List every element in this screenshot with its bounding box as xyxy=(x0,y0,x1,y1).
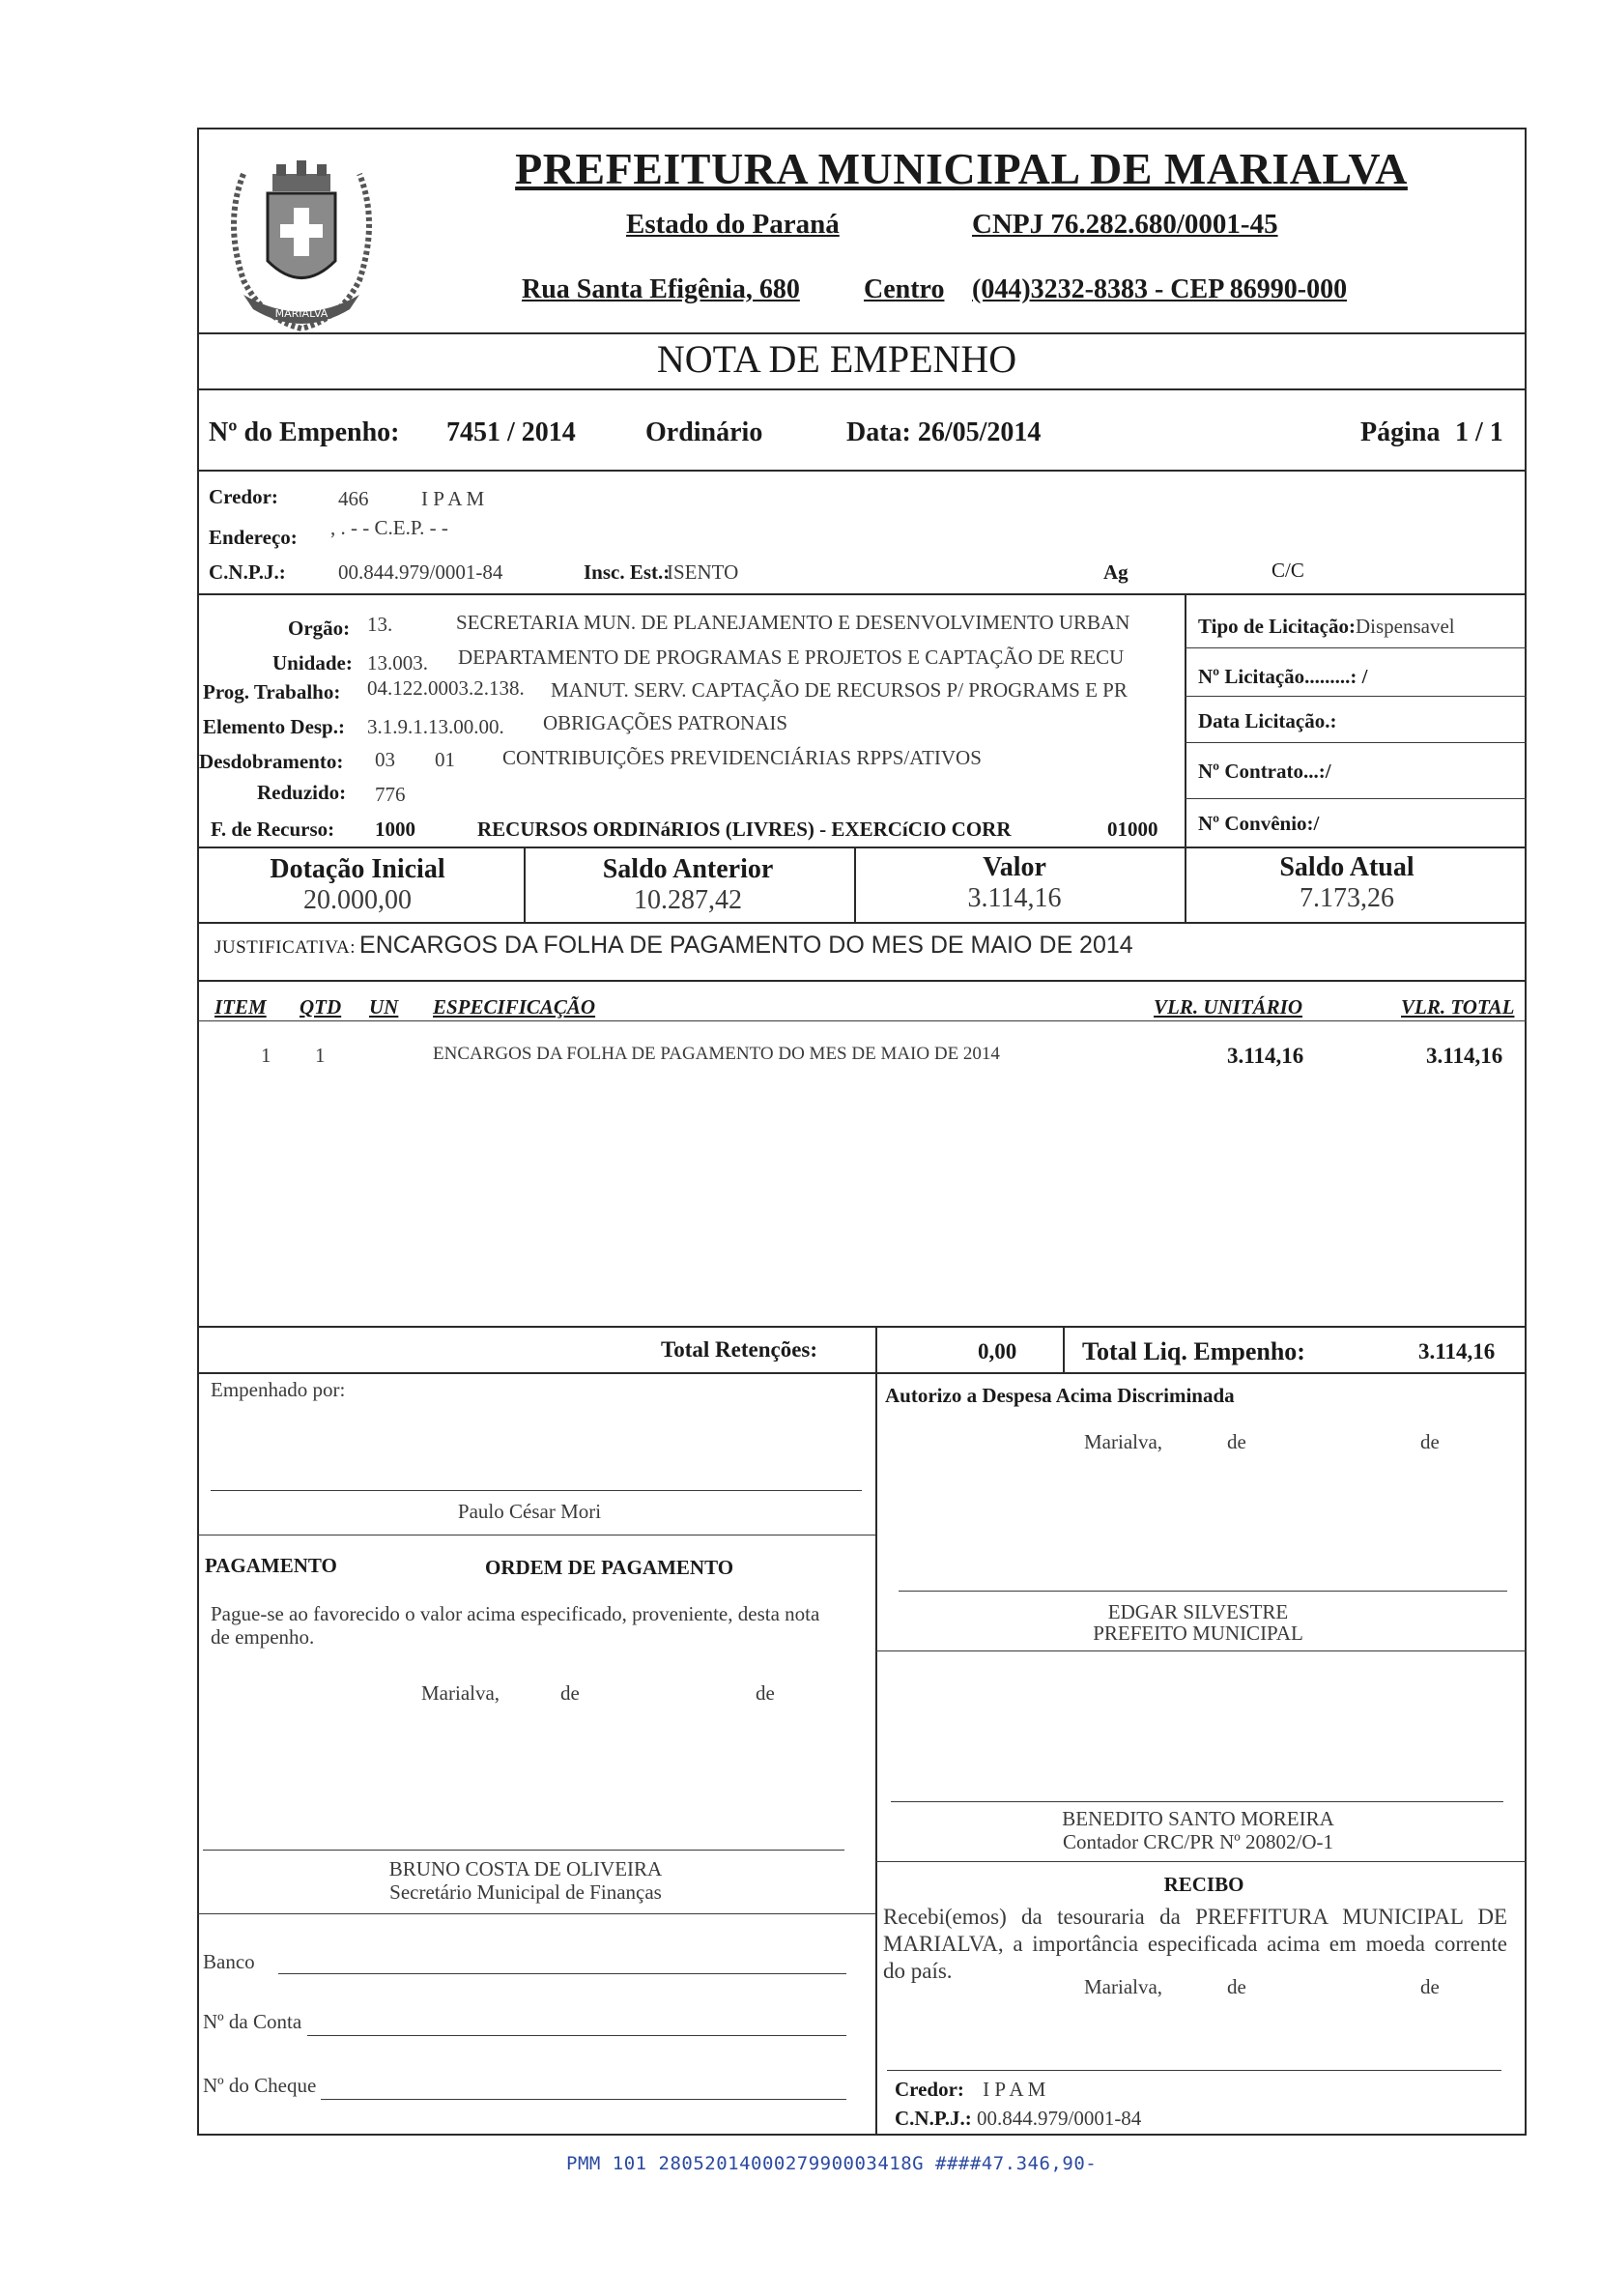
empenho-type: Ordinário xyxy=(645,417,763,447)
recurso-desc: RECURSOS ORDINáRIOS (LIVRES) - EXERCíCIO CORR xyxy=(477,818,1012,841)
prog-code: 04.122.0003.2.138. xyxy=(367,676,525,700)
col-especificacao: ESPECIFICAÇÃO xyxy=(433,995,596,1019)
district: Centro xyxy=(864,274,945,304)
recibo-de1: de xyxy=(1227,1975,1246,1998)
divider xyxy=(197,593,1527,595)
divider xyxy=(197,470,1527,472)
convenio-number: Nº Convênio:/ xyxy=(1198,812,1320,835)
signature-line xyxy=(211,1490,862,1491)
recibo-city: Marialva, xyxy=(1084,1975,1163,1998)
insc-label: Insc. Est.: xyxy=(584,560,671,584)
credor-name: I P A M xyxy=(421,487,485,510)
orgao-code: 13. xyxy=(367,613,393,636)
cheque-field-line xyxy=(321,2099,846,2100)
pagamento-de2: de xyxy=(756,1681,775,1705)
state-name: Estado do Paraná xyxy=(626,209,840,240)
signature-line xyxy=(899,1591,1507,1592)
coat-of-arms-icon xyxy=(205,135,398,340)
unidade-code: 13.003. xyxy=(367,651,428,674)
empenho-number: 7451 / 2014 xyxy=(446,417,576,447)
conta-field-line xyxy=(307,2035,846,2036)
licitacao-tipo-label: Tipo de Licitação: xyxy=(1198,615,1356,638)
col-vlr-unitario: VLR. UNITÁRIO xyxy=(1154,995,1303,1019)
col-vlr-total: VLR. TOTAL xyxy=(1401,995,1515,1019)
vertical-divider xyxy=(1063,1326,1065,1374)
valor-value: 3.114,16 xyxy=(967,883,1062,913)
unidade-desc: DEPARTAMENTO DE PROGRAMAS E PROJETOS E CAPTAÇÃO DE RECU xyxy=(458,646,1125,669)
mayor-title: PREFEITO MUNICIPAL xyxy=(1093,1622,1303,1645)
saldo-atual-value: 7.173,26 xyxy=(1300,883,1394,913)
elemento-label: Elemento Desp.: xyxy=(203,715,345,738)
signature-line xyxy=(887,2070,1501,2071)
coat-of-arms-seal xyxy=(205,135,398,340)
street-address: Rua Santa Efigênia, 680 xyxy=(522,274,800,304)
footer-stamp: PMM 101 2805201400027990003418G ####47.346,90- xyxy=(566,2153,1098,2174)
col-item: ITEM xyxy=(214,995,267,1019)
finance-secretary-title: Secretário Municipal de Finanças xyxy=(389,1880,662,1904)
phone-cep: (044)3232-8383 - CEP 86990-000 xyxy=(972,274,1348,304)
recibo-credor-label: Credor: xyxy=(895,2078,964,2101)
recibo-credor-value: I P A M xyxy=(983,2078,1046,2101)
row-unit: 3.114,16 xyxy=(1227,1044,1304,1068)
elemento-code: 3.1.9.1.13.00.00. xyxy=(367,715,504,738)
prefeitura-title: PREFEITURA MUNICIPAL DE MARIALVA xyxy=(515,144,1408,193)
col-qtd: QTD xyxy=(300,995,342,1019)
liquido-value: 3.114,16 xyxy=(1418,1339,1496,1363)
page-label: Página xyxy=(1360,417,1441,447)
cnpj-value: 00.844.979/0001-84 xyxy=(338,560,503,584)
row-total: 3.114,16 xyxy=(1426,1044,1503,1068)
divider xyxy=(875,1861,1527,1862)
conta-label: Nº da Conta xyxy=(203,2010,302,2033)
credor-code: 466 xyxy=(338,487,369,510)
mayor-name: EDGAR SILVESTRE xyxy=(1107,1600,1289,1623)
banco-label: Banco xyxy=(203,1950,255,1973)
orgao-label: Orgão: xyxy=(288,617,351,640)
col-un: UN xyxy=(369,995,399,1019)
empenhado-name: Paulo César Mori xyxy=(457,1500,602,1523)
row-item: 1 xyxy=(261,1044,271,1067)
pagamento-city: Marialva, xyxy=(421,1681,500,1705)
licitacao-date: Data Licitação.: xyxy=(1198,709,1337,732)
empenho-date: Data: 26/05/2014 xyxy=(846,417,1042,447)
licitacao-tipo xyxy=(1198,615,1455,639)
contrato-number: Nº Contrato...:/ xyxy=(1198,760,1331,783)
banco-field-line xyxy=(278,1973,846,1974)
desdob-desc: CONTRIBUIÇÕES PREVIDENCIÁRIAS RPPS/ATIVOS xyxy=(502,746,982,769)
vertical-divider xyxy=(524,847,526,924)
empenhado-label: Empenhado por: xyxy=(211,1378,346,1401)
address-value: , . - - C.E.P. - - xyxy=(330,516,448,539)
contador-title: Contador CRC/PR Nº 20802/O-1 xyxy=(1062,1830,1334,1853)
recibo-label: RECIBO xyxy=(1163,1873,1244,1896)
cheque-label: Nº do Cheque xyxy=(203,2074,317,2097)
saldo-anterior-value: 10.287,42 xyxy=(634,885,742,915)
cc-label: C/C xyxy=(1271,559,1304,582)
vertical-divider xyxy=(854,847,856,924)
retencoes-value: 0,00 xyxy=(978,1339,1017,1363)
prog-label: Prog. Trabalho: xyxy=(203,680,341,703)
recurso-code2: 01000 xyxy=(1107,818,1158,841)
divider xyxy=(875,1650,1527,1651)
vertical-divider xyxy=(1185,593,1186,848)
justificativa-label: JUSTIFICATIVA: xyxy=(214,937,357,958)
page-value: 1 / 1 xyxy=(1455,417,1503,447)
recurso-code: 1000 xyxy=(375,818,415,841)
vertical-divider xyxy=(1185,847,1186,924)
recibo-de2: de xyxy=(1420,1975,1440,1998)
credor-label: Credor: xyxy=(209,485,278,508)
dotacao-value: 20.000,00 xyxy=(303,885,412,915)
divider xyxy=(197,388,1527,390)
pagamento-label: PAGAMENTO xyxy=(205,1554,337,1577)
vertical-divider xyxy=(875,1326,877,1374)
licitacao-number: Nº Licitação.........: / xyxy=(1198,665,1368,688)
elemento-desc: OBRIGAÇÕES PATRONAIS xyxy=(543,711,788,734)
cnpj-label: C.N.P.J.: xyxy=(209,560,286,584)
divider xyxy=(197,847,1527,848)
recibo-cnpj xyxy=(895,2107,1141,2131)
justificativa xyxy=(214,932,1133,960)
cnpj-header: CNPJ 76.282.680/0001-45 xyxy=(972,209,1278,240)
desdob-code2: 01 xyxy=(435,748,455,771)
finance-secretary-name: BRUNO COSTA DE OLIVEIRA xyxy=(388,1857,663,1880)
recibo-text: Recebi(emos) da tesouraria da PREFFITURA MUNICIPAL DE MARIALVA, a importância especificada acima em moeda corrente do país. xyxy=(883,1905,1507,1983)
vertical-divider xyxy=(875,1372,877,2136)
autorizo-city: Marialva, xyxy=(1084,1430,1163,1453)
unidade-label: Unidade: xyxy=(272,651,353,674)
divider xyxy=(197,922,1527,924)
desdob-code1: 03 xyxy=(375,748,395,771)
divider xyxy=(197,1020,1527,1021)
divider xyxy=(1185,696,1527,697)
signature-line xyxy=(203,1850,844,1851)
valor-label: Valor xyxy=(983,852,1046,882)
divider xyxy=(197,1913,875,1914)
prog-desc: MANUT. SERV. CAPTAÇÃO DE RECURSOS P/ PROGRAMS E PR xyxy=(551,678,1128,702)
autorizo-de1: de xyxy=(1227,1430,1246,1453)
svg-text:MARIALVA: MARIALVA xyxy=(274,307,329,320)
insc-value: ISENTO xyxy=(667,560,739,584)
divider xyxy=(197,332,1527,334)
address-label: Endereço: xyxy=(209,526,298,549)
recurso-label: F. de Recurso: xyxy=(211,818,335,841)
empenho-number-label: Nº do Empenho: xyxy=(209,417,400,447)
recibo-cnpj-label: C.N.P.J.: xyxy=(895,2107,972,2130)
signature-line xyxy=(891,1801,1503,1802)
saldo-atual-label: Saldo Atual xyxy=(1279,852,1414,882)
divider xyxy=(197,980,1527,982)
autorizo-label: Autorizo a Despesa Acima Discriminada xyxy=(885,1384,1235,1407)
liquido-label: Total Liq. Empenho: xyxy=(1082,1337,1305,1365)
contador-name: BENEDITO SANTO MOREIRA xyxy=(1062,1807,1334,1830)
row-desc: ENCARGOS DA FOLHA DE PAGAMENTO DO MES DE MAIO DE 2014 xyxy=(433,1044,1000,1064)
licitacao-tipo-value: Dispensavel xyxy=(1355,615,1455,638)
row-qtd: 1 xyxy=(315,1044,326,1067)
divider xyxy=(197,1372,1527,1374)
recibo-cnpj-value: 00.844.979/0001-84 xyxy=(976,2107,1142,2130)
divider xyxy=(1185,647,1527,648)
doc-title: NOTA DE EMPENHO xyxy=(656,337,1017,381)
pagamento-de1: de xyxy=(560,1681,580,1705)
orgao-desc: SECRETARIA MUN. DE PLANEJAMENTO E DESENVOLVIMENTO URBAN xyxy=(456,611,1130,634)
retencoes-label: Total Retenções: xyxy=(661,1337,818,1362)
autorizo-de2: de xyxy=(1420,1430,1440,1453)
reduzido-value: 776 xyxy=(375,783,406,806)
saldo-anterior-label: Saldo Anterior xyxy=(602,854,774,884)
divider xyxy=(1185,798,1527,799)
ordem-pagamento-label: ORDEM DE PAGAMENTO xyxy=(485,1556,734,1579)
recibo-credor xyxy=(895,2078,1045,2102)
reduzido-label: Reduzido: xyxy=(257,781,347,804)
ag-label: Ag xyxy=(1103,560,1129,584)
pagamento-text: Pague-se ao favorecido o valor acima especificado, proveniente, desta nota de empenho. xyxy=(211,1602,820,1649)
desdob-label: Desdobramento: xyxy=(199,750,344,773)
dotacao-label: Dotação Inicial xyxy=(270,854,445,884)
divider xyxy=(1185,742,1527,743)
justificativa-text: ENCARGOS DA FOLHA DE PAGAMENTO DO MES DE MAIO DE 2014 xyxy=(359,932,1133,959)
divider xyxy=(197,1326,1527,1328)
